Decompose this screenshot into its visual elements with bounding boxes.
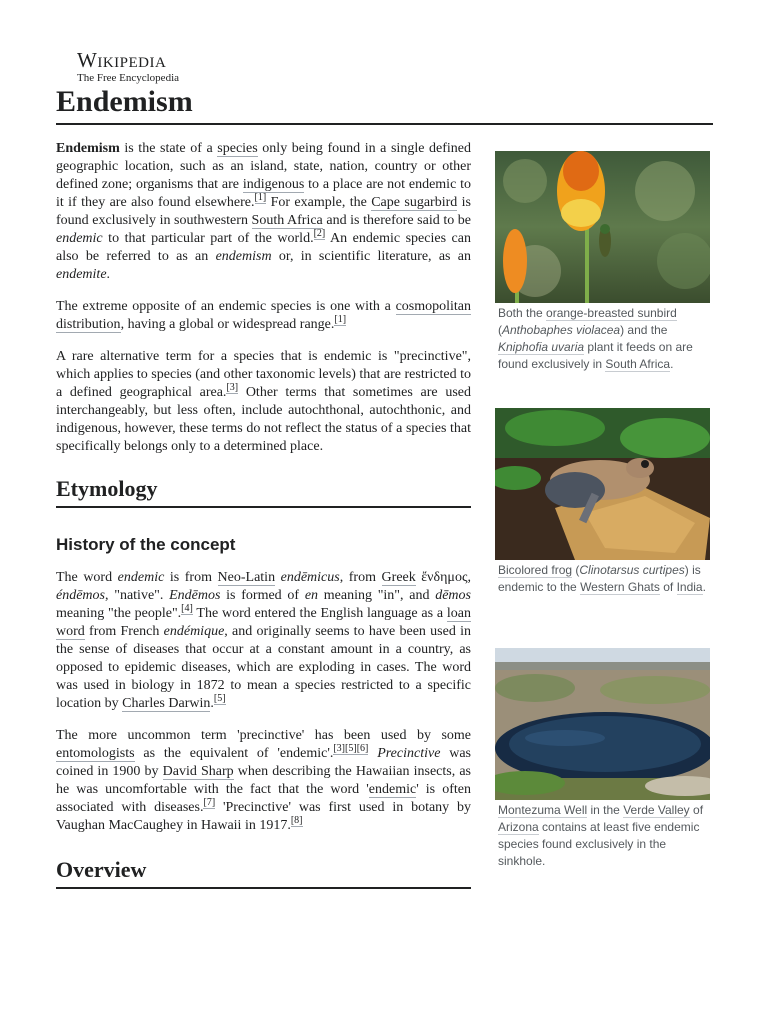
text: meaning "the people".	[56, 606, 182, 621]
citation-link[interactable]: [5]	[345, 743, 357, 755]
link-montezuma-well[interactable]: Montezuma Well	[498, 803, 588, 817]
text: ) and the	[620, 323, 668, 337]
text: is found exclusively in southwestern	[56, 195, 471, 228]
figure-sunbird	[495, 151, 710, 373]
text: .	[106, 267, 111, 282]
citation-link[interactable]: [7]	[203, 797, 216, 809]
figure-caption	[495, 560, 710, 596]
italic-text: endemism	[215, 249, 272, 264]
text: For example, the	[266, 195, 372, 210]
text: was coined in 1900 by	[56, 746, 471, 779]
text: when describing the Hawaiian insects, as he was uncomfortable with the fact that the word '	[56, 764, 471, 797]
link-orange-breasted-sunbird[interactable]: orange-breasted sunbird	[546, 306, 677, 320]
section-divider	[56, 506, 471, 508]
figure-montezuma-well	[495, 648, 710, 870]
text: (	[572, 563, 580, 577]
italic-text: éndēmos	[56, 588, 105, 603]
link-entomologists[interactable]: entomologists	[56, 746, 135, 761]
title-divider	[56, 123, 713, 125]
link-charles-darwin[interactable]: Charles Darwin	[122, 696, 211, 711]
text: ) is endemic to the	[498, 563, 701, 594]
etymology-paragraph-2	[56, 727, 471, 835]
link-india[interactable]: India	[676, 580, 703, 594]
link-cosmopolitan-distribution[interactable]: cosmopolitan distribution	[56, 299, 471, 332]
link-verde-valley[interactable]: Verde Valley	[623, 803, 690, 817]
text: The more uncommon term 'precinctive' has been used by some	[56, 728, 471, 743]
italic-text: dēmos	[435, 588, 471, 603]
text: contains at least five endemic species found exclusively in the sinkhole.	[498, 820, 700, 868]
text: from French	[84, 624, 164, 639]
link-cape-sugarbird[interactable]: Cape sugarbird	[371, 195, 458, 210]
text: .	[670, 357, 674, 371]
citation-link[interactable]: [1]	[334, 314, 347, 326]
text: ἔνδημος,	[415, 570, 471, 585]
frog-photo[interactable]	[495, 408, 710, 560]
text: in the	[587, 803, 624, 817]
text: (	[498, 323, 502, 337]
text: Other terms that sometimes are used interchangeably, but less often, include autochthonal, autochthonic, and indigenous, however, these terms do not reflect the status of a species that specifically belongs only to a determined place.	[56, 385, 471, 454]
link-kniphofia-uvaria[interactable]: Kniphofia uvaria	[498, 340, 585, 354]
text: of	[689, 803, 704, 817]
text: The word	[56, 570, 118, 585]
italic-text: endemite	[56, 267, 107, 282]
citation-link[interactable]: [8]	[290, 815, 303, 827]
section-divider	[56, 887, 471, 889]
etymology-paragraph-1	[56, 569, 471, 713]
italic-text: endēmicus	[280, 570, 340, 585]
section-heading-etymology: Etymology	[56, 476, 158, 501]
logo-tagline: The Free Encyclopedia	[77, 72, 180, 84]
text: or, in scientific literature, as an	[271, 249, 471, 264]
intro-paragraph-2	[56, 298, 471, 334]
italic-text: Endēmos	[169, 588, 221, 603]
link-david-sharp[interactable]: David Sharp	[162, 764, 234, 779]
text: Both the	[498, 306, 547, 320]
text: , from	[339, 570, 382, 585]
section-heading-overview: Overview	[56, 857, 147, 882]
text: plant it feeds on are found exclusively in	[498, 340, 693, 371]
link-endemic[interactable]: endemic	[368, 782, 417, 797]
intro-paragraph-1	[56, 140, 471, 284]
section-etymology	[56, 476, 471, 508]
section-overview	[56, 857, 471, 889]
text: An endemic species can also be referred to as an	[56, 231, 471, 264]
italic-text: endemic	[56, 231, 103, 246]
text: of	[659, 580, 677, 594]
text: only being found in a single defined geographic location, such as an island, state, nation, country or other defined zone; organisms that are	[56, 141, 471, 192]
link-arizona[interactable]: Arizona	[498, 820, 539, 834]
citation-link[interactable]: [4]	[181, 603, 193, 615]
text: .	[210, 696, 214, 711]
sunbird-photo[interactable]	[495, 151, 710, 303]
italic-text: endémique	[163, 624, 225, 639]
italic-text: en	[304, 588, 319, 603]
link-greek[interactable]: Greek	[381, 570, 416, 585]
citation-link[interactable]: [3]	[226, 382, 239, 394]
intro-paragraph-3	[56, 348, 471, 456]
page-title: Endemism	[56, 85, 193, 118]
text: The word entered the English language as a	[192, 606, 447, 621]
link-loan-word[interactable]: loan word	[56, 606, 471, 639]
italic-text: Clinotarsus curtipes	[579, 563, 685, 577]
text	[368, 746, 377, 761]
citation-link[interactable]: [6]	[356, 743, 369, 755]
citation-link[interactable]: [2]	[313, 228, 326, 240]
link-south-africa[interactable]: South Africa	[605, 357, 671, 371]
text: is from	[164, 570, 218, 585]
text: The extreme opposite of an endemic species is one with a	[56, 299, 396, 314]
link-south-africa[interactable]: South Africa	[251, 213, 323, 228]
text: to that particular part of the world.	[102, 231, 314, 246]
figure-frog	[495, 408, 710, 596]
citation-link[interactable]: [3]	[333, 743, 346, 755]
link-species[interactable]: species	[217, 141, 258, 156]
text: A rare alternative term for a species that is endemic is "precinctive", which applies to species (and other taxonomic levels) that are restricted to a defined geographical area.	[56, 349, 471, 400]
montezuma-well-photo[interactable]	[495, 648, 710, 800]
article-body	[56, 140, 471, 889]
subsection-heading-history: History of the concept	[56, 535, 236, 554]
text: , and originally seems to have been used in the sense of diseases that occur at a constant amount in a country, as opposed to epidemic diseases, which are exploding in cases. The word was used in biology in 1872 to mean a species restricted to a specific location by	[56, 624, 471, 711]
citation-link[interactable]: [5]	[213, 693, 226, 705]
text: is formed of	[220, 588, 305, 603]
logo-wordmark: Wikipedia	[77, 48, 167, 72]
text: , having a global or widespread range.	[120, 317, 335, 332]
text: as the equivalent of 'endemic'.	[134, 746, 334, 761]
link-bicolored-frog[interactable]: Bicolored frog	[498, 563, 573, 577]
text: and is therefore said to be	[322, 213, 472, 228]
text: meaning "in", and	[318, 588, 436, 603]
text: 'Precinctive' was first used in botany by Vaughan MacCaughey in Hawaii in 1917.	[56, 800, 472, 833]
link-western-ghats[interactable]: Western Ghats	[580, 580, 660, 594]
figure-caption	[495, 303, 710, 373]
wikipedia-logo[interactable]	[77, 50, 197, 84]
figure-caption	[495, 800, 710, 870]
text: , "native".	[105, 588, 170, 603]
link-indigenous[interactable]: indigenous	[242, 177, 305, 192]
bold-term: Endemism	[56, 141, 120, 156]
text: ' is often associated with diseases.	[56, 782, 471, 815]
italic-text: endemic	[117, 570, 165, 585]
text: is the state of a	[119, 141, 218, 156]
italic-text: Anthobaphes violacea	[502, 323, 621, 337]
citation-link[interactable]: [1]	[254, 192, 267, 204]
italic-text: Precinctive	[377, 746, 441, 761]
link-neo-latin[interactable]: Neo-Latin	[217, 570, 276, 585]
text: .	[702, 580, 706, 594]
text: to a place are not endemic to it if they are also found elsewhere.	[56, 177, 471, 210]
